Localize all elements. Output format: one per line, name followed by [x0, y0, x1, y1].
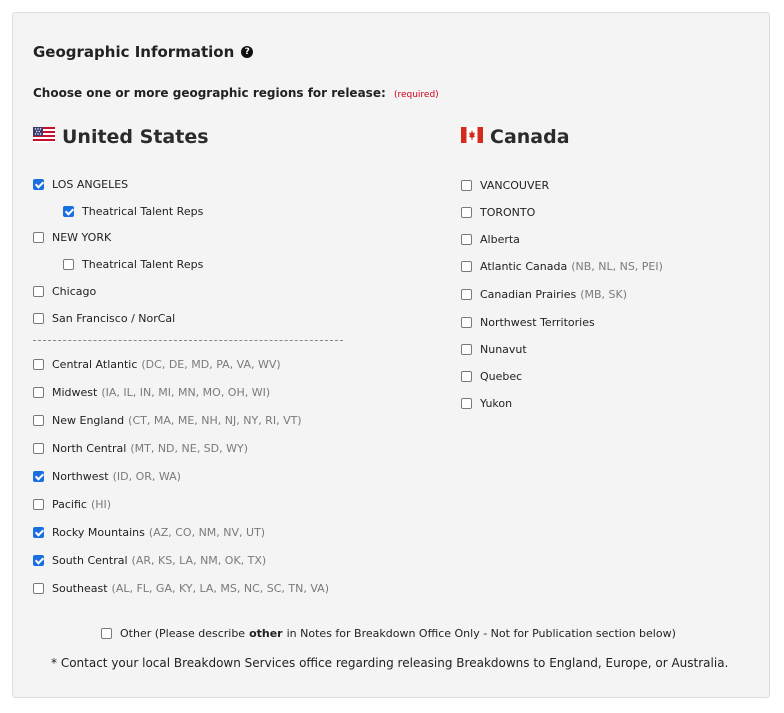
canada-region-checkbox[interactable] — [461, 371, 472, 382]
us-region-option[interactable] — [33, 526, 265, 539]
other-option[interactable] — [101, 627, 676, 640]
section-heading — [33, 43, 253, 61]
other-checkbox[interactable] — [101, 628, 112, 639]
canada-region-label: Nunavut — [480, 343, 527, 356]
us-region-label: NEW YORK — [52, 231, 112, 244]
us-region-checkbox[interactable] — [33, 527, 44, 538]
canada-region-option[interactable] — [461, 288, 627, 301]
us-region-label: South Central — [52, 554, 128, 567]
us-region-checkbox[interactable] — [33, 443, 44, 454]
us-region-label: Midwest — [52, 386, 98, 399]
us-region-option[interactable] — [63, 258, 203, 271]
us-region-codes: (CT, MA, ME, NH, NJ, NY, RI, VT) — [128, 414, 302, 427]
us-region-checkbox[interactable] — [33, 286, 44, 297]
canada-region-option[interactable] — [461, 370, 522, 383]
canada-heading — [461, 126, 570, 148]
us-region-label: Theatrical Talent Reps — [82, 205, 204, 218]
canada-region-codes: (NB, NL, NS, PEI) — [571, 260, 663, 273]
other-suffix: in Notes for Breakdown Office Only - Not for Publication section below) — [286, 627, 676, 640]
us-region-checkbox[interactable] — [33, 471, 44, 482]
canada-region-checkbox[interactable] — [461, 398, 472, 409]
us-region-label: Chicago — [52, 285, 97, 298]
us-region-checkbox[interactable] — [33, 232, 44, 243]
us-region-option[interactable] — [63, 205, 203, 218]
canada-region-codes: (MB, SK) — [580, 288, 628, 301]
us-region-option[interactable] — [33, 231, 111, 244]
canada-region-checkbox[interactable] — [461, 261, 472, 272]
other-bold: other — [249, 627, 283, 640]
us-region-option[interactable] — [33, 178, 128, 191]
canada-region-option[interactable] — [461, 233, 520, 246]
us-region-label: Rocky Mountains — [52, 526, 145, 539]
us-region-checkbox[interactable] — [33, 555, 44, 566]
us-region-label: Central Atlantic — [52, 358, 138, 371]
canada-region-label: Yukon — [480, 397, 513, 410]
canada-region-label: Canadian Prairies — [480, 288, 577, 301]
us-region-checkbox[interactable] — [63, 259, 74, 270]
us-region-label: Theatrical Talent Reps — [82, 258, 204, 271]
us-region-codes: (HI) — [90, 498, 112, 511]
us-region-checkbox[interactable] — [33, 415, 44, 426]
us-region-label: Pacific — [52, 498, 87, 511]
us-region-option[interactable] — [33, 358, 281, 371]
canada-title: Canada — [490, 126, 570, 148]
us-region-option[interactable] — [33, 312, 175, 325]
canada-region-label: VANCOUVER — [480, 179, 550, 192]
region-divider — [33, 340, 343, 341]
us-region-checkbox[interactable] — [33, 583, 44, 594]
canada-region-checkbox[interactable] — [461, 234, 472, 245]
other-prefix: Other (Please describe — [120, 627, 246, 640]
us-region-option[interactable] — [33, 582, 329, 595]
us-region-option[interactable] — [33, 554, 266, 567]
us-region-checkbox[interactable] — [33, 499, 44, 510]
geographic-panel — [12, 12, 770, 698]
instruction-label: Choose one or more geographic regions for release: — [33, 86, 386, 100]
us-region-codes: (AZ, CO, NM, NV, UT) — [148, 526, 266, 539]
us-flag-icon — [33, 126, 55, 148]
canada-region-option[interactable] — [461, 260, 663, 273]
canada-region-label: Alberta — [480, 233, 520, 246]
footnote: * Contact your local Breakdown Services office regarding releasing Breakdowns to England, Europe, or Australia. — [51, 656, 729, 670]
us-region-codes: (AL, FL, GA, KY, LA, MS, NC, SC, TN, VA) — [111, 582, 329, 595]
us-heading — [33, 126, 209, 148]
us-region-label: San Francisco / NorCal — [52, 312, 176, 325]
us-region-option[interactable] — [33, 386, 270, 399]
us-region-checkbox[interactable] — [63, 206, 74, 217]
canada-region-checkbox[interactable] — [461, 317, 472, 328]
canada-region-checkbox[interactable] — [461, 344, 472, 355]
us-region-option[interactable] — [33, 414, 302, 427]
canada-region-option[interactable] — [461, 316, 595, 329]
us-region-checkbox[interactable] — [33, 313, 44, 324]
us-region-checkbox[interactable] — [33, 179, 44, 190]
us-region-label: Southeast — [52, 582, 108, 595]
us-region-codes: (MT, ND, NE, SD, WY) — [130, 442, 249, 455]
canada-region-label: TORONTO — [480, 206, 536, 219]
canada-region-checkbox[interactable] — [461, 180, 472, 191]
us-region-codes: (DC, DE, MD, PA, VA, WV) — [141, 358, 281, 371]
help-icon[interactable]: ? — [241, 46, 253, 58]
canada-region-option[interactable] — [461, 206, 535, 219]
us-region-codes: (IA, IL, IN, MI, MN, MO, OH, WI) — [101, 386, 271, 399]
us-region-label: New England — [52, 414, 125, 427]
canada-region-option[interactable] — [461, 397, 512, 410]
us-region-option[interactable] — [33, 285, 96, 298]
us-region-option[interactable] — [33, 470, 181, 483]
us-region-checkbox[interactable] — [33, 387, 44, 398]
canada-region-option[interactable] — [461, 343, 527, 356]
canada-region-label: Quebec — [480, 370, 523, 383]
canada-flag-icon — [461, 126, 483, 148]
section-title: Geographic Information — [33, 43, 235, 61]
us-region-option[interactable] — [33, 442, 248, 455]
us-region-checkbox[interactable] — [33, 359, 44, 370]
instruction-text — [33, 86, 439, 100]
required-marker: (required) — [393, 90, 439, 100]
canada-region-option[interactable] — [461, 179, 549, 192]
canada-region-checkbox[interactable] — [461, 289, 472, 300]
us-region-label: LOS ANGELES — [52, 178, 129, 191]
canada-region-label: Atlantic Canada — [480, 260, 568, 273]
us-region-label: North Central — [52, 442, 127, 455]
us-region-label: Northwest — [52, 470, 109, 483]
us-region-codes: (ID, OR, WA) — [112, 470, 181, 483]
us-region-option[interactable] — [33, 498, 111, 511]
canada-region-label: Northwest Territories — [480, 316, 595, 329]
us-title: United States — [62, 126, 209, 148]
canada-region-checkbox[interactable] — [461, 207, 472, 218]
us-region-codes: (AR, KS, LA, NM, OK, TX) — [131, 554, 267, 567]
